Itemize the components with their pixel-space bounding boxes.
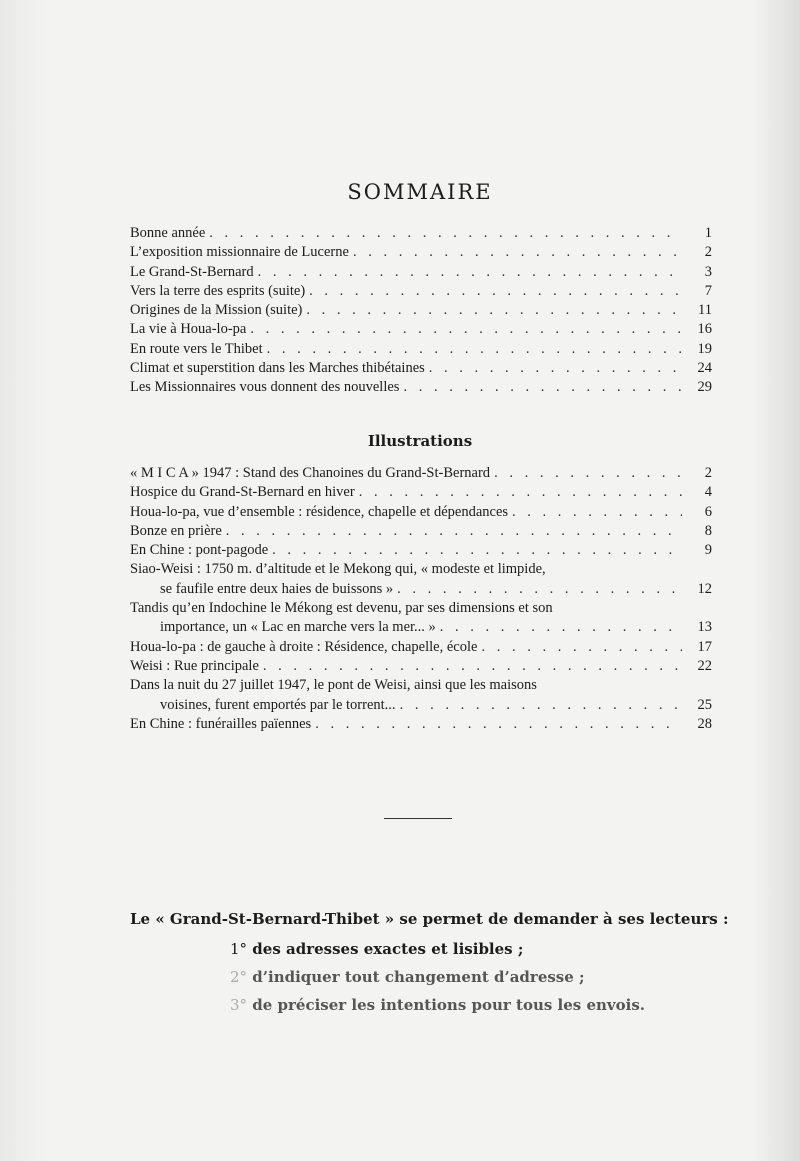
notice-item-text: des adresses exactes et lisibles ; [252,940,524,958]
illustration-page: 17 [697,638,712,655]
illustration-entry [130,523,712,542]
toc-entry-title: Vers la terre des esprits (suite) [130,282,306,299]
illustration-title: En Chine : funérailles païennes [130,715,312,732]
toc-entry [130,244,712,263]
illustration-title: Bonze en prière [130,522,222,539]
illustration-page: 28 [697,715,712,732]
toc-entry-page: 1 [704,225,712,241]
illustration-entry [130,542,712,561]
page-title: SOMMAIRE [347,180,493,204]
illustration-entry-continued [130,697,712,716]
notice-item-number: 1° [230,940,248,958]
toc-entry-page: 19 [697,340,712,357]
illustration-title: Weisi : Rue principale [130,657,259,674]
toc-entry [130,321,712,340]
illustration-title: Houa-lo-pa : de gauche à droite : Résidence, chapelle, école [130,638,478,655]
notice-item [130,940,730,958]
reader-notice [130,910,730,1014]
toc-entry [130,379,712,398]
illustration-title: « M I C A » 1947 : Stand des Chanoines du Grand-St-Bernard [130,465,491,481]
illustration-entry [130,484,712,503]
illustration-title: Dans la nuit du 27 juillet 1947, le pont de Weisi, ainsi que les maisons [130,677,537,694]
illustration-entry [130,600,712,619]
toc-entry [130,341,712,360]
illustration-entry-continued [130,619,712,638]
illustration-title: Tandis qu’en Indochine le Mékong est devenu, par ses dimensions et son [130,600,553,617]
divider-rule [384,818,452,819]
illustration-page: 22 [697,657,712,674]
table-of-contents [130,225,712,399]
toc-entry-title: Climat et superstition dans les Marches thibétaines [130,360,425,377]
toc-entry-title: Le Grand-St-Bernard [130,263,254,280]
illustration-title: En Chine : pont-pagode [130,542,269,559]
illustration-page: 6 [704,503,712,520]
illustration-entry [130,504,712,523]
illustration-entry [130,677,712,696]
toc-entry-title: Origines de la Mission (suite) [130,302,303,319]
illustrations-list [130,465,712,735]
notice-item [130,968,730,986]
illustration-page: 13 [697,619,712,636]
notice-item-number: 3° [230,996,248,1014]
illustration-title-continued: voisines, furent emportés par le torrent... [160,696,396,713]
illustration-page: 9 [704,542,712,559]
toc-entry [130,302,712,321]
toc-entry-title: Les Missionnaires vous donnent des nouvelles [130,379,400,396]
illustration-entry [130,465,712,484]
illustration-page: 25 [697,696,712,713]
toc-entry-page: 2 [704,244,712,261]
illustration-page: 8 [704,522,712,539]
notice-item-number: 2° [230,968,248,986]
illustration-page: 2 [704,465,712,481]
toc-entry [130,264,712,283]
toc-entry-title: En route vers le Thibet [130,340,263,357]
illustration-entry [130,639,712,658]
toc-entry-title: La vie à Houa-lo-pa [130,321,247,338]
illustrations-heading: Illustrations [367,432,473,450]
illustration-entry [130,716,712,735]
toc-entry-title: Bonne année [130,225,206,241]
illustration-title-continued: se faufile entre deux haies de buissons » [160,580,394,597]
toc-entry-page: 11 [698,302,712,319]
illustration-page: 12 [697,580,712,597]
illustration-entry [130,561,712,580]
toc-entry-page: 7 [704,282,712,299]
illustration-title: Siao-Weisi : 1750 m. d’altitude et le Mekong qui, « modeste et limpide, [130,561,546,578]
toc-entry [130,225,712,244]
toc-entry-page: 3 [704,263,712,280]
notice-item [130,996,730,1014]
notice-item-text: d’indiquer tout changement d’adresse ; [252,968,585,986]
illustration-title: Hospice du Grand-St-Bernard en hiver [130,484,355,501]
toc-entry-page: 29 [697,379,712,396]
toc-entry-title: L’exposition missionnaire de Lucerne [130,244,349,261]
illustration-title: Houa-lo-pa, vue d’ensemble : résidence, chapelle et dépendances [130,503,509,520]
toc-entry [130,283,712,302]
illustration-title-continued: importance, un « Lac en marche vers la mer... » [160,619,436,636]
toc-entry-page: 16 [697,321,712,338]
toc-entry [130,360,712,379]
notice-lead: Le « Grand-St-Bernard-Thibet » se permet de demander à ses lecteurs : [130,910,729,928]
illustration-page: 4 [704,484,712,501]
illustration-entry-continued [130,581,712,600]
illustration-entry [130,658,712,677]
notice-item-text: de préciser les intentions pour tous les envois. [252,996,645,1014]
toc-entry-page: 24 [697,360,712,377]
